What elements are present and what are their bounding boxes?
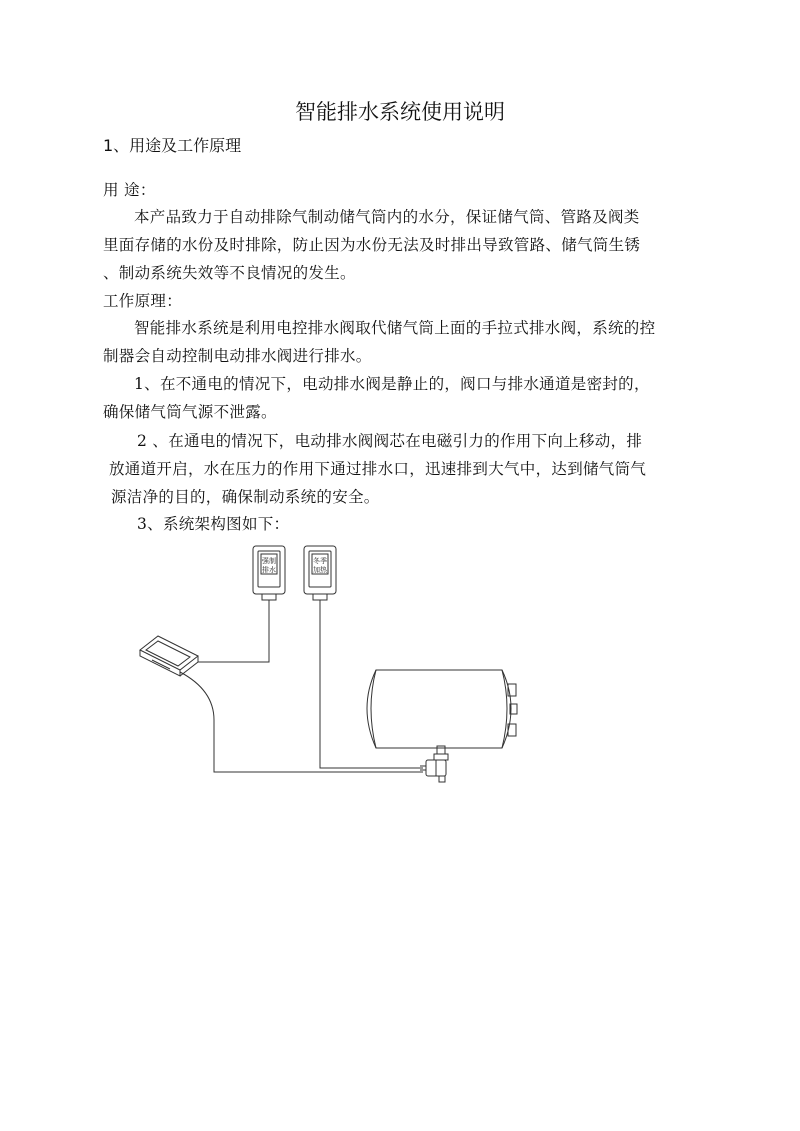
system-architecture-diagram (0, 530, 800, 810)
principle-line-1: 智能排水系统是利用电控排水阀取代储气筒上面的手拉式排水阀，系统的控 (134, 319, 656, 337)
wire-controller-to-valve (180, 672, 423, 772)
air-storage-tank (367, 670, 517, 748)
purpose-heading: 用 途： (103, 181, 156, 199)
switch1-label-line1: 强制 (262, 557, 276, 565)
principle-line-2: 制器会自动控制电动排水阀进行排水。 (103, 347, 372, 365)
purpose-line-3: 、制动系统失效等不良情况的发生。 (103, 264, 356, 282)
principle-heading: 工作原理： (103, 292, 183, 310)
wire-switch2-to-valve (320, 600, 423, 768)
switch1-label-line2: 排水 (262, 566, 276, 574)
controller-box (140, 636, 198, 676)
document-title: 智能排水系统使用说明 (295, 100, 505, 124)
purpose-line-1: 本产品致力于自动排除气制动储气筒内的水分，保证储气筒、管路及阀类 (134, 208, 640, 226)
section-heading-purpose-principle: 1、用途及工作原理 (103, 136, 242, 155)
switch2-label-line2: 加热 (313, 566, 327, 574)
item2-line-3: 源洁净的目的，确保制动系统的安全。 (111, 488, 380, 506)
item3-caption: 3、系统架构图如下： (137, 515, 290, 533)
item1-line-2: 确保储气筒气源不泄露。 (103, 403, 277, 421)
purpose-line-2: 里面存储的水份及时排除，防止因为水份无法及时排出导致管路、储气筒生锈 (103, 236, 641, 254)
wire-switch1-to-controller (198, 600, 269, 662)
item2-line-2: 放通道开启，水在压力的作用下通过排水口，迅速排到大气中，达到储气筒气 (109, 460, 647, 478)
item2-line-1: 2 、在通电的情况下，电动排水阀阀芯在电磁引力的作用下向上移动，排 (137, 432, 643, 450)
switch2-label-line1: 冬季 (313, 557, 327, 565)
item1-line-1: 1、在不通电的情况下，电动排水阀是静止的，阀口与排水通道是密封的， (134, 375, 650, 393)
electric-drain-valve (420, 746, 448, 782)
